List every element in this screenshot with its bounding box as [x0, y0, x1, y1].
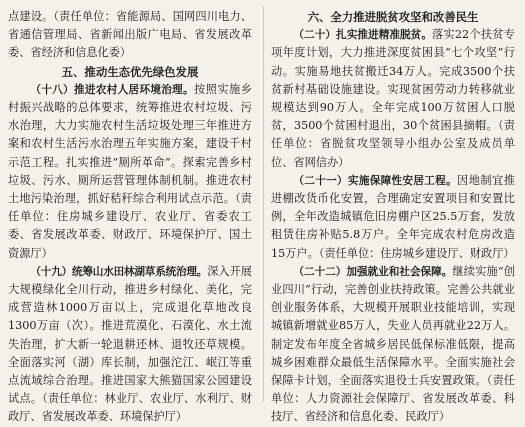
left-column [8, 8, 252, 427]
item-19-paragraph [8, 263, 252, 427]
item-18-body: 按照实施乡村振兴战略的总体要求，统筹推进农村垃圾、污水治理，大力实施农村生活垃圾处理三年推进方案和农村生活污水治理五年实施方案，建设千村示范工程。扎实推进“厕所革命”。探索完善乡村垃圾、污水、厕所运营管理体制机制。推进农村土地污染治理，抓好秸秆综合利用试点示范。 [8, 82, 252, 206]
item-19-responsible: （责任单位：林业厅、农业厅、水利厅、财政厅、省发展改革委、环境保护厅） [8, 392, 252, 424]
item-21-responsible: （责任单位：住房城乡建设厅、财政厅） [318, 246, 515, 260]
item-22-paragraph [271, 263, 515, 427]
item-22-responsible: （责任单位：人力资源社会保障厅、省发展改革委、科技厅、省经济和信息化委、民政厅） [271, 374, 515, 424]
intro-paragraph: 点建设。（责任单位：省能源局、国网四川电力、省通信管理局、省新闻出版广电局、省发展改革委、省经济和信息化委） [8, 10, 252, 60]
item-21-lead: （二十一）实施保障性安居工程。 [293, 174, 457, 187]
item-21-paragraph [271, 172, 515, 263]
item-21-body: 因地制宜推进棚改货币化安置，合理确定安置项目和安置比例，全年改造城镇危旧房棚户区25.5万套，发放租赁住房补贴5.8万户。全年完成农村危房改造15万户。 [271, 173, 515, 260]
item-18-responsible: （责任单位：住房城乡建设厅、农业厅、省委农工委、省发展改革委、财政厅、环境保护厅、国土资源厅） [8, 192, 252, 260]
item-19-body: 深入开展大规模绿化全川行动，推进乡村绿化、美化，完成营造林1000万亩以上，完成退化草地改良1300万亩（次）。推进荒漠化、石漠化、水土流失治理，扩大新一轮退耕还林、退牧还草规模。全面落实河（湖）库长制，加强沱江、岷江等重点流域综合治理。推进国家大熊猫国家公园建设试点。 [8, 264, 252, 406]
right-column [271, 8, 515, 427]
item-22-body: 继续实施“创业四川”行动，完善创业扶持政策。完善公共就业创业服务体系，大规模开展职业技能培训，实现城镇新增就业85万人，失业人员再就业22万人。制定发布年度全省城乡居民低保标准低限，提高城乡困难群众最低生活保障水平。全面实施社会保障卡计划，全面落实退役士兵安置政策。 [271, 264, 515, 388]
section-six-heading: 六、全力推进脱贫攻坚和改善民生 [307, 10, 479, 24]
item-18-lead: （十八）推进农村人居环境治理。 [30, 83, 194, 96]
item-19-lead: （十九）统筹山水田林湖草系统治理。 [30, 265, 208, 278]
section-five-heading: 五、推动生态优先绿色发展 [61, 64, 199, 79]
column-divider [263, 6, 264, 402]
item-22-lead: （二十二）加强就业和社会保障。 [293, 265, 453, 278]
item-20-responsible: （责任单位：省脱贫攻坚领导小组办公室及成员单位、省网信办） [271, 119, 515, 169]
item-20-lead: （二十）扎实推进精准脱贫。 [293, 29, 433, 42]
item-20-paragraph [271, 26, 515, 172]
item-18-paragraph [8, 81, 252, 263]
item-20-body: 落实22个扶贫专项年度计划，大力推进深度贫困县“七个攻坚”行动。实施易地扶贫搬迁34万人。完成3500个扶贫新村基础设施建设。实现贫困劳动力转移就业规模达到90万人。全年完成100万贫困人口脱贫，3500个贫困村退出，30个贫困县摘帽。 [271, 28, 515, 133]
